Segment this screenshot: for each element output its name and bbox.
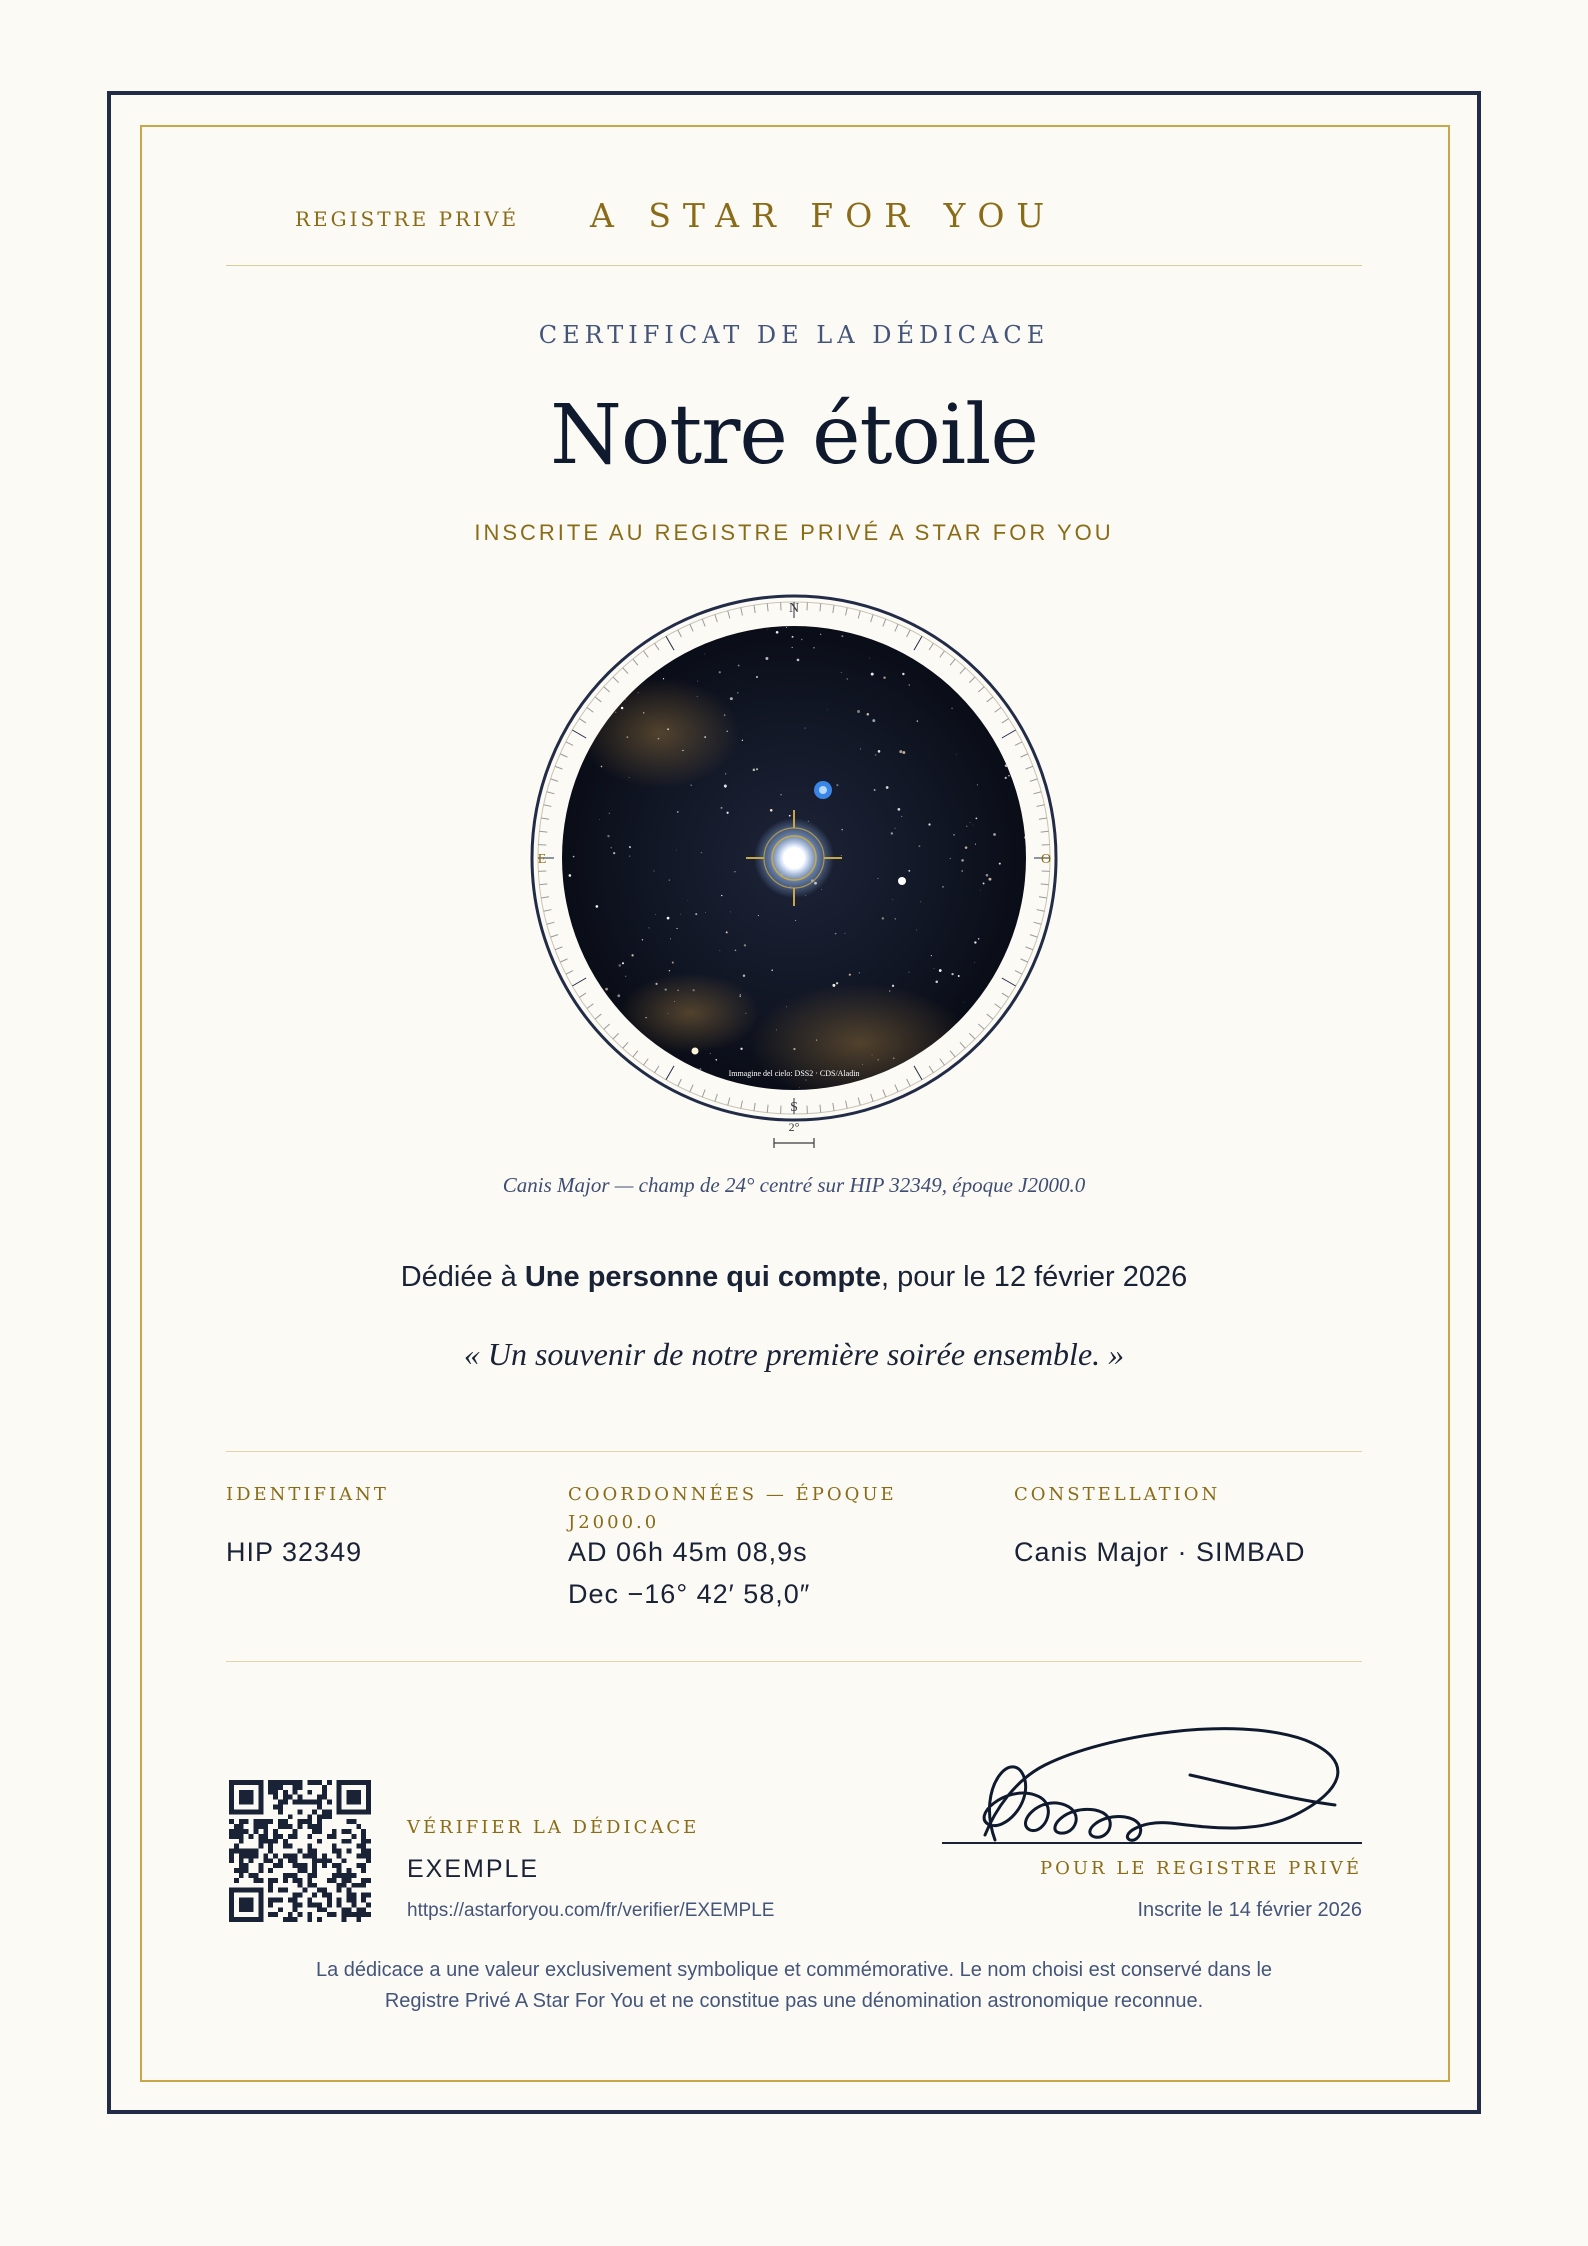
registry-label: REGISTRE PRIVÉ bbox=[295, 207, 520, 231]
image-credit: Immagine del cielo: DSS2 · CDS/Aladin bbox=[728, 1069, 860, 1078]
constellation-block bbox=[1014, 1481, 1306, 1573]
disclaimer-line-1: La dédicace a une valeur exclusivement symbolique et commémorative. Le nom choisi est conservé dans le bbox=[315, 1959, 1273, 1981]
page-title: Notre étoile bbox=[550, 388, 1038, 483]
coordinates-block bbox=[568, 1481, 897, 1615]
verify-code: EXEMPLE bbox=[407, 1855, 540, 1883]
details-divider-bottom bbox=[226, 1661, 1362, 1662]
header-divider bbox=[226, 265, 1362, 266]
registration-date: Inscrite le 14 février 2026 bbox=[1137, 1899, 1362, 1921]
dedication-line bbox=[0, 1261, 1588, 1294]
identifier-value: HIP 32349 bbox=[226, 1537, 363, 1567]
certificate-subtitle: INSCRITE AU REGISTRE PRIVÉ A STAR FOR YOU bbox=[474, 520, 1114, 545]
identifier-block bbox=[226, 1481, 389, 1573]
brand-name: A STAR FOR YOU bbox=[590, 196, 1057, 235]
qr-code[interactable] bbox=[229, 1780, 371, 1922]
compass-south: S bbox=[790, 1100, 798, 1115]
dedication-suffix: , pour le 12 février 2026 bbox=[880, 1261, 1188, 1293]
sky-map bbox=[530, 593, 1058, 1149]
disclaimer bbox=[230, 1955, 1358, 2017]
scale-label: 2° bbox=[788, 1120, 800, 1134]
coordinates-epoch: J2000.0 bbox=[568, 1512, 660, 1533]
dedication-prefix: Dédiée à bbox=[400, 1261, 525, 1293]
constellation-label: CONSTELLATION bbox=[1014, 1484, 1221, 1505]
verify-link[interactable]: https://astarforyou.com/fr/verifier/EXEMPLE bbox=[407, 1900, 775, 1921]
verify-label: VÉRIFIER LA DÉDICACE bbox=[407, 1817, 700, 1838]
compass-east: E bbox=[537, 852, 547, 867]
details-divider-top bbox=[226, 1451, 1362, 1452]
dedication-recipient: Une personne qui compte bbox=[524, 1261, 881, 1293]
sky-map-caption: Canis Major — champ de 24° centré sur HIP 32349, époque J2000.0 bbox=[502, 1173, 1086, 1197]
signature-label: POUR LE REGISTRE PRIVÉ bbox=[1040, 1858, 1362, 1879]
disclaimer-line-2: Registre Privé A Star For You et ne constitue pas une dénomination astronomique reconnue. bbox=[384, 1990, 1204, 2012]
coordinates-label: COORDONNÉES — ÉPOQUE bbox=[568, 1484, 897, 1505]
certificate-type: CERTIFICAT DE LA DÉDICACE bbox=[538, 321, 1050, 349]
constellation-value: Canis Major · SIMBAD bbox=[1014, 1537, 1306, 1567]
compass-west: O bbox=[1040, 852, 1052, 867]
signature-line bbox=[942, 1842, 1362, 1844]
right-ascension: AD 06h 45m 08,9s bbox=[568, 1537, 808, 1567]
dedication-quote: « Un souvenir de notre première soirée ensemble. » bbox=[463, 1336, 1125, 1372]
compass-north: N bbox=[788, 601, 800, 616]
declination: Dec −16° 42′ 58,0″ bbox=[568, 1579, 811, 1609]
signature bbox=[935, 1725, 1365, 1855]
identifier-label: IDENTIFIANT bbox=[226, 1484, 389, 1505]
